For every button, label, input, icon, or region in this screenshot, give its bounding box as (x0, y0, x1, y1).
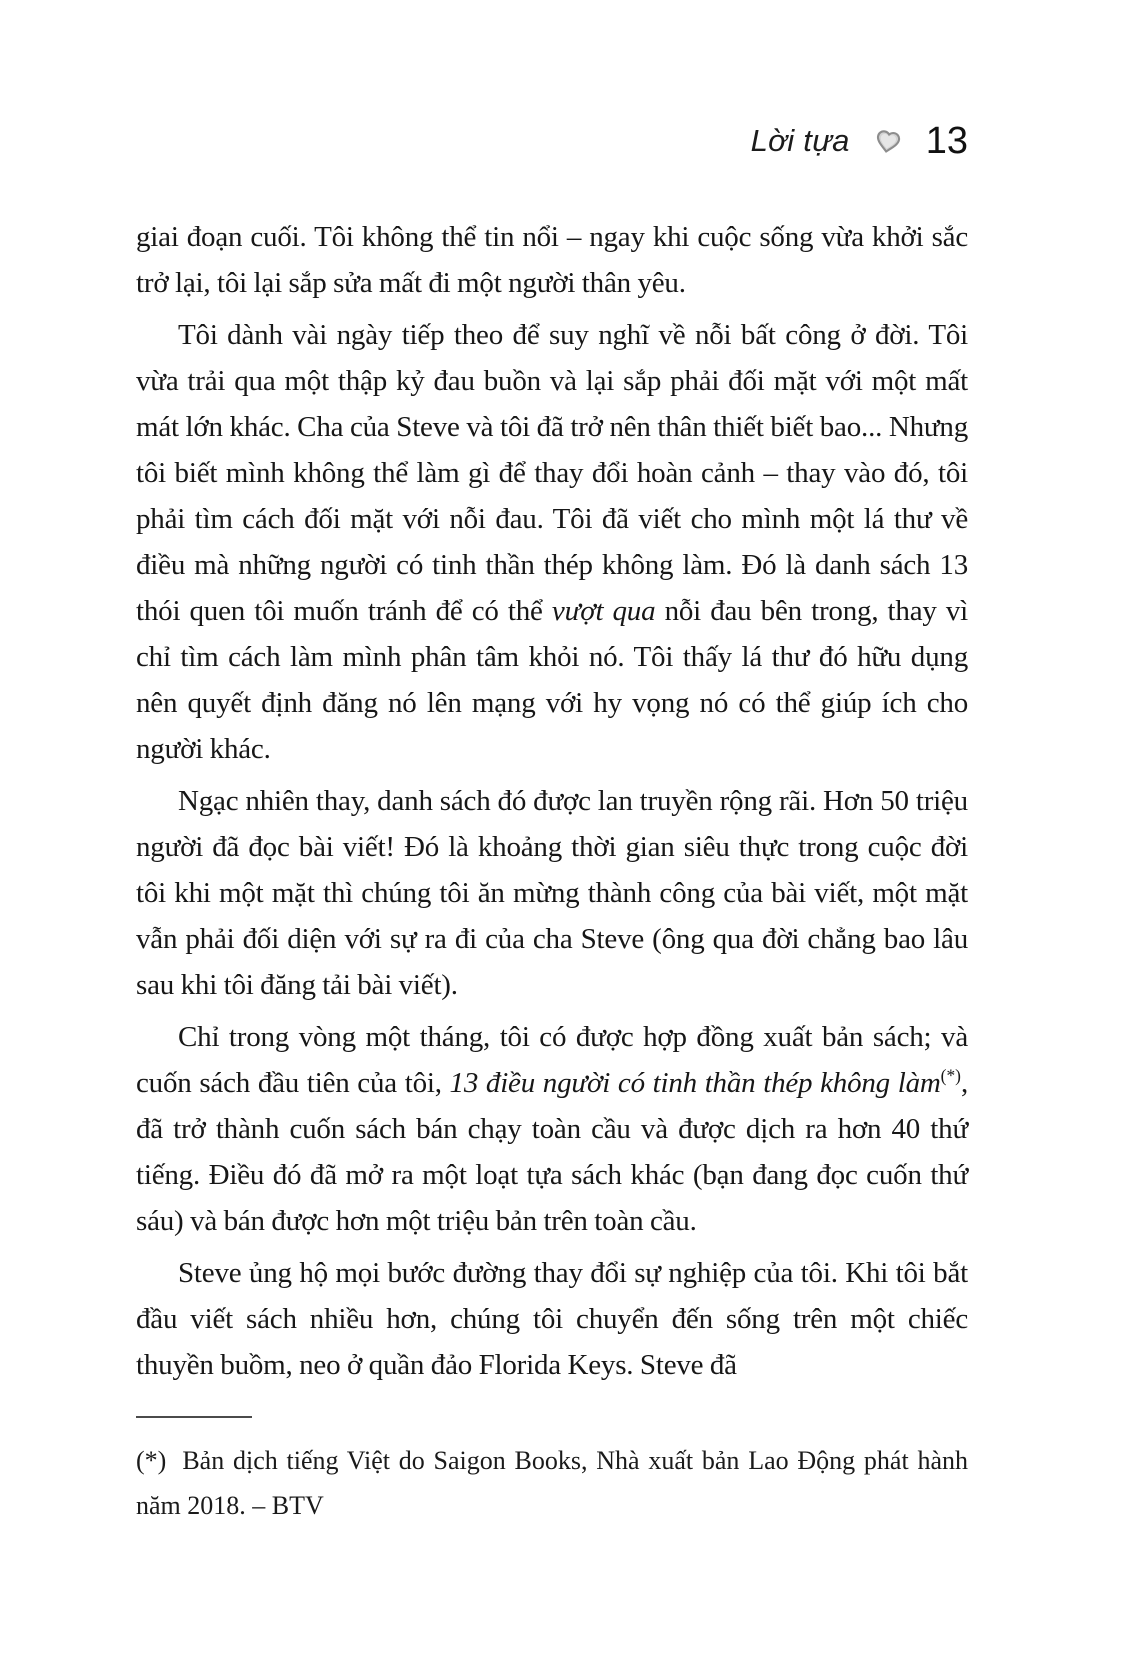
heart-icon (874, 128, 902, 154)
text-segment: giai đoạn cuối. Tôi không thể tin nổi – ngay khi cuộc sống vừa khởi sắc trở lại, tôi lại sắp sửa mất đi một người thân yêu. (136, 221, 968, 299)
paragraph (136, 312, 968, 772)
footnote-marker: (*) (136, 1446, 167, 1475)
text-segment: Steve ủng hộ mọi bước đường thay đổi sự nghiệp của tôi. Khi tôi bắt đầu viết sách nhiều hơn, chúng tôi chuyển đến sống trên một chiếc thuyền buồm, neo ở quần đảo Florida Keys. Steve đã (136, 1257, 968, 1381)
text-segment: 13 điều người có tinh thần thép không làm (449, 1067, 941, 1099)
paragraph (136, 1250, 968, 1388)
page-number: 13 (925, 119, 968, 162)
text-segment: , đã trở thành cuốn sách bán chạy toàn cầu và được dịch ra hơn 40 thứ tiếng. Điều đó đã mở ra một loạt tựa sách khác (bạn đang đọc cuốn thứ sáu) và bán được hơn một triệu bản trên toàn cầu. (136, 1067, 968, 1237)
text-segment: vượt qua (551, 595, 656, 627)
text-segment: Ngạc nhiên thay, danh sách đó được lan truyền rộng rãi. Hơn 50 triệu người đã đọc bài viết! Đó là khoảng thời gian siêu thực trong cuộc đời tôi khi một mặt thì chúng tôi ăn mừng thành công của bài viết, một mặt vẫn phải đối diện với sự ra đi của cha Steve (ông qua đời chẳng bao lâu sau khi tôi đăng tải bài viết). (136, 785, 968, 1001)
text-segment: Chỉ trong vòng một tháng, tôi có được hợp đồng xuất bản sách; và cuốn sách đầu tiên của tôi, (136, 1021, 968, 1099)
page-header (136, 118, 968, 164)
footnote-paragraph (136, 1438, 968, 1528)
paragraph (136, 778, 968, 1008)
section-title: Lời tựa (750, 123, 850, 158)
footnote-separator (136, 1416, 252, 1418)
body-paragraphs (136, 214, 968, 1388)
text-segment: Tôi dành vài ngày tiếp theo để suy nghĩ về nỗi bất công ở đời. Tôi vừa trải qua một thập kỷ đau buồn và lại sắp phải đối mặt với một mất mát lớn khác. Cha của Steve và tôi đã trở nên thân thiết biết bao... Nhưng tôi biết mình không thể làm gì để thay đổi hoàn cảnh – thay vào đó, tôi phải tìm cách đối mặt với nỗi đau. Tôi đã viết cho mình một lá thư về điều mà những người có tinh thần thép không làm. Đó là danh sách 13 thói quen tôi muốn tránh để có thể (136, 319, 968, 627)
footnote-text: Bản dịch tiếng Việt do Saigon Books, Nhà xuất bản Lao Động phát hành năm 2018. – BTV (136, 1446, 968, 1520)
text-segment: (*) (940, 1065, 961, 1086)
text-segment: nỗi đau bên trong, thay vì chỉ tìm cách làm mình phân tâm khỏi nó. Tôi thấy lá thư đó hữu dụng nên quyết định đăng nó lên mạng với hy vọng nó có thể giúp ích cho người khác. (136, 595, 968, 765)
paragraph (136, 214, 968, 306)
footnote (136, 1416, 968, 1528)
paragraph (136, 1014, 968, 1244)
